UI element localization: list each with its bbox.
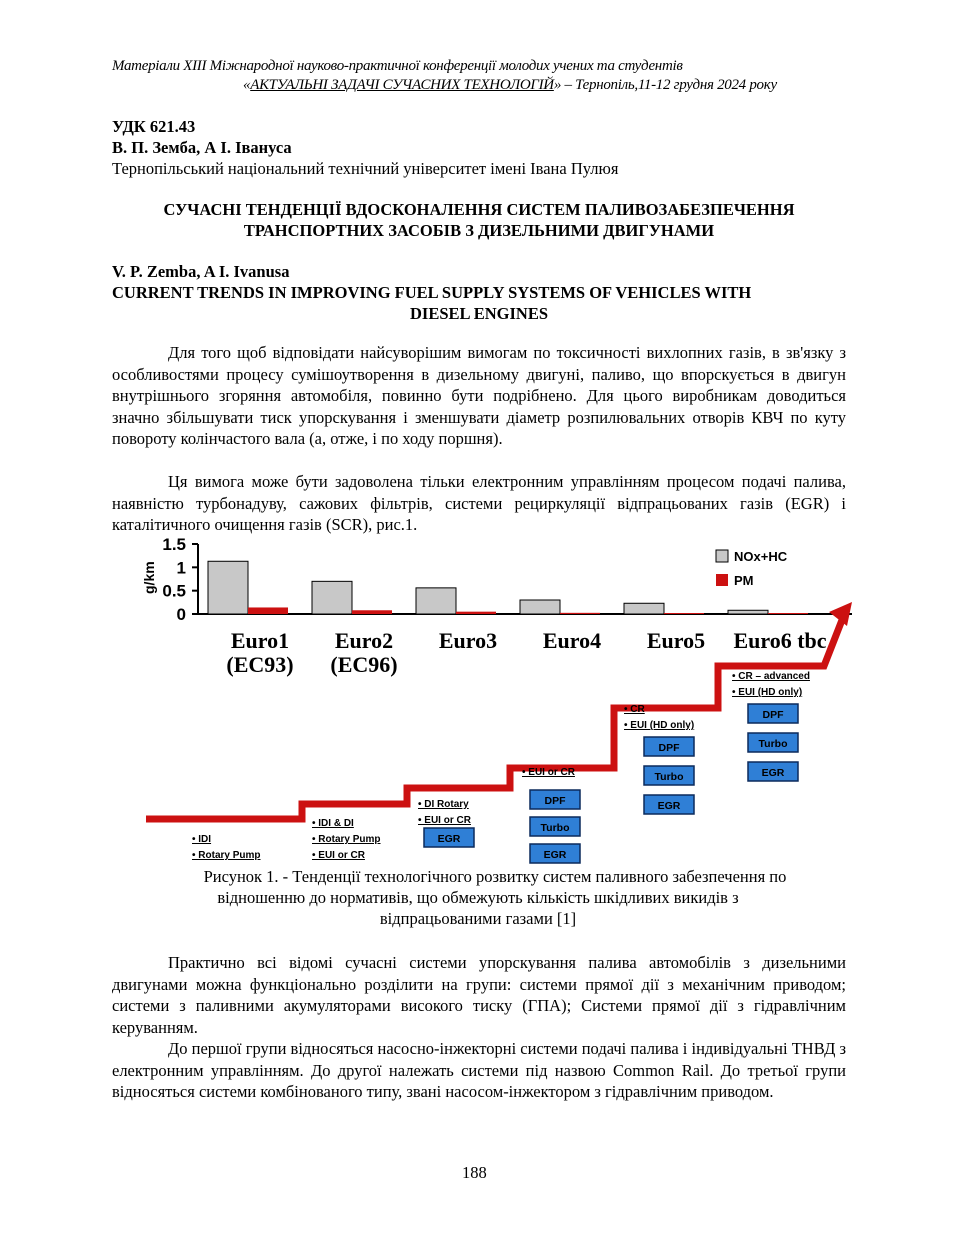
tech-step-5-box-label: Turbo <box>654 771 684 783</box>
tech-step-6-box-label: Turbo <box>758 738 788 750</box>
legend-label-nox-hc: NOx+HC <box>734 549 788 564</box>
tech-step-5-bullet: • CR <box>624 704 645 715</box>
tech-step-1-bullet: • Rotary Pump <box>192 850 261 861</box>
bar-nox-hc-1 <box>208 561 248 614</box>
y-axis-label: g/km <box>141 561 157 594</box>
paragraph-1-text: Для того щоб відповідати найсуворішим вимогам по токсичності вихлопних газів, в зв'язку з особливостями процесу сумішоутворення в дизельному двигуні, паливо, що впорскується в двигун внутрішнього згоряння автомобіля, повинно бути подрібнено. Для цього виробникам доводиться значно збільшувати тиск упорскування і зменшувати діаметр розпилювальних отворів КВЧ по куту повороту колінчастого вала (а, отже, і по ходу поршня). <box>112 343 846 448</box>
title-ua-line2: ТРАНСПОРТНИХ ЗАСОБІВ З ДИЗЕЛЬНИМИ ДВИГУНАМИ <box>243 221 715 240</box>
tech-step-4-box-label: EGR <box>543 849 567 861</box>
emissions-chart <box>112 536 852 866</box>
conference-name: АКТУАЛЬНІ ЗАДАЧІ СУЧАСНИХ ТЕХНОЛОГІЙ <box>250 77 554 93</box>
legend-swatch-pm <box>716 574 728 586</box>
category-label-5: Euro5 <box>646 628 706 653</box>
bars <box>208 561 808 614</box>
bar-pm-5 <box>664 613 704 614</box>
title-ua-line1: СУЧАСНІ ТЕНДЕНЦІЇ ВДОСКОНАЛЕННЯ СИСТЕМ ПАЛИВОЗАБЕЗПЕЧЕННЯ <box>163 200 795 219</box>
tech-step-5-bullet: • EUI (HD only) <box>624 720 695 731</box>
conference-date: » – Тернопіль,11-12 грудня 2024 року <box>553 77 777 93</box>
bar-pm-3 <box>456 612 496 614</box>
bar-pm-2 <box>352 610 392 614</box>
title-en-line2: DIESEL ENGINES <box>409 304 549 323</box>
bar-nox-hc-2 <box>312 581 352 614</box>
tech-step-3-bullet: • EUI or CR <box>418 815 471 826</box>
tech-step-1-bullet: • IDI <box>192 834 212 845</box>
tech-step-6-bullet: • EUI (HD only) <box>732 687 803 698</box>
title-en-line1: CURRENT TRENDS IN IMPROVING FUEL SUPPLY SYSTEMS OF VEHICLES WITH <box>112 283 752 302</box>
category-label-1: Euro1 <box>230 628 290 653</box>
paragraph-3-text: Практично всі відомі сучасні системи упорскування палива автомобілів з дизельними двигунами можна функціонально розділити на групи: системи прямої дії з механічним приводом; системи з паливними акумуляторами високого тиску (ГПА); Системи прямої дії з гідравлічним керуванням. <box>112 953 846 1037</box>
category-label-3: Euro3 <box>438 628 498 653</box>
paragraph-4 <box>112 1038 846 1103</box>
tech-step-4-box-label: Turbo <box>540 822 570 834</box>
tech-step-6-bullet: • CR – advanced <box>732 671 810 682</box>
paragraph-2 <box>112 471 846 536</box>
tech-step-6-box-label: EGR <box>761 767 785 779</box>
figure-caption-line2: відношенню до нормативів, що обмежують кількість шкідливих викидів з <box>217 888 739 907</box>
y-tick-label: 0 <box>176 605 186 624</box>
bar-pm-1 <box>248 607 288 614</box>
affiliation: Тернопільський національний технічний університет імені Івана Пулюя <box>112 159 619 178</box>
tech-step-3-bullet: • DI Rotary <box>418 799 469 810</box>
y-tick-label: 1 <box>176 558 186 578</box>
paragraph-3 <box>112 952 846 1038</box>
quote-open: « <box>243 77 251 93</box>
y-ticks <box>162 536 198 624</box>
paragraph-1 <box>112 342 846 450</box>
figure-1 <box>112 536 852 866</box>
legend-swatch-nox-hc <box>716 550 728 562</box>
bar-pm-6 <box>768 613 808 614</box>
category-label-2: Euro2 <box>334 628 394 653</box>
tech-step-4-bullet: • EUI or CR <box>522 767 575 778</box>
tech-step-2-bullet: • EUI or CR <box>312 850 365 861</box>
authors-en: V. P. Zemba, A I. Ivanusa <box>112 262 290 281</box>
y-tick-label: 1.5 <box>162 536 186 554</box>
bar-nox-hc-4 <box>520 600 560 614</box>
tech-step-2-bullet: • IDI & DI <box>312 818 354 829</box>
conference-header-line1: Матеріали XIII Міжнародної науково-практичної конференції молодих учених та студентів <box>112 58 683 74</box>
category-label-2: (EC96) <box>330 652 398 677</box>
category-label-6: Euro6 tbc <box>733 628 827 653</box>
tech-step-6-box-label: DPF <box>762 709 784 721</box>
legend-label-pm: PM <box>734 573 754 588</box>
page-number: 188 <box>462 1163 487 1182</box>
y-tick-label: 0.5 <box>162 581 186 601</box>
bar-pm-4 <box>560 613 600 614</box>
category-labels <box>226 628 826 677</box>
bar-nox-hc-6 <box>728 610 768 614</box>
udk-code: УДК 621.43 <box>112 117 196 136</box>
tech-step-3-box-label: EGR <box>437 833 461 845</box>
figure-caption-line3: відпрацьованими газами [1] <box>379 909 577 928</box>
authors-ua: В. П. Земба, А І. Івануса <box>112 138 292 157</box>
category-label-1: (EC93) <box>226 652 294 677</box>
category-label-4: Euro4 <box>542 628 602 653</box>
figure-caption-line1: Рисунок 1. - Тенденції технологічного розвитку систем паливного забезпечення по <box>203 867 787 886</box>
bar-nox-hc-5 <box>624 603 664 614</box>
tech-step-2-bullet: • Rotary Pump <box>312 834 381 845</box>
tech-step-4-box-label: DPF <box>544 795 566 807</box>
paragraph-2-text: Ця вимога може бути задоволена тільки електронним управлінням процесом подачі палива, наявністю турбонадуву, сажових фільтрів, системи рециркуляції відпрацьованих газів (EGR) і каталітичного очищення газів (SCR), рис.1. <box>112 472 846 534</box>
legend <box>716 549 788 588</box>
tech-step-5-box-label: DPF <box>658 742 680 754</box>
paragraph-4-text: До першої групи відносяться насосно-інжекторні системи подачі палива і індивідуальні ТНВД з електронним управлінням. До другої належать системи під назвою Common Rail. До третьої групи відносяться системи комбінованого типу, звані насосом-інжектором з гідравлічним приводом. <box>112 1039 846 1101</box>
bar-nox-hc-3 <box>416 588 456 614</box>
tech-step-5-box-label: EGR <box>657 800 681 812</box>
conference-header-line2 <box>243 77 777 94</box>
